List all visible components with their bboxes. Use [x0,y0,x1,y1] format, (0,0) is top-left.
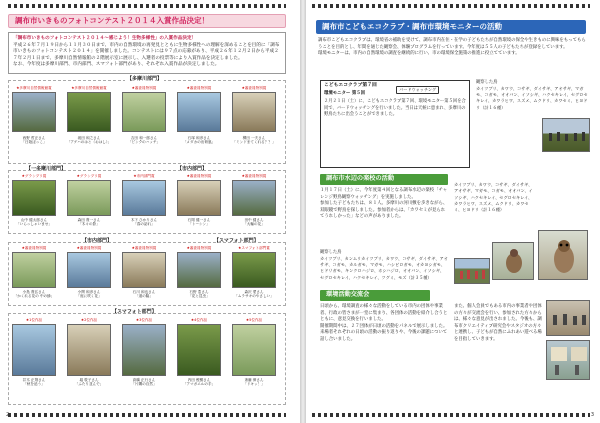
photo-caption [120,378,168,387]
photo-title: 「いらっしゃいませ」 [16,222,52,227]
photo-caption [120,290,168,299]
photo-caption [10,290,58,299]
contest-photo [232,252,276,288]
photo-title: 「花と昆虫」 [188,294,210,299]
section-shinai: 【市内部門】 [177,166,208,172]
award-label: ★4位作品 [190,318,208,322]
photo-title: 「ドキッ！」 [243,382,265,387]
exchange-text-1: 日頃から、環境調査の様々な活動をしている市内の団体や事業者、行政の皆さまが一堂に集まり、各団体の活動を紹介し合うとともに、意見交換を行いました。 [320,304,448,323]
contest-photo [12,180,56,216]
bottom-border [8,413,286,417]
photographer-name: 石岡 健一さん [187,218,211,222]
contest-photo [12,92,56,132]
photographer-name: 小関 和彦さん [77,290,101,294]
birdwatch-photo [542,118,590,152]
observed-label: 観察した鳥 [476,80,498,85]
photo-caption [175,378,223,387]
observed-list: カイツブリ、カワウ、コサギ、ダイサギ、アオサギ、マガモ、コガモ、オオバン、イソシギ、ハクセキレイ、セグロセキレイ、カワラヒワ、スズメ、ムクドリ、カワセミ、ヒヨドリ（計１６種） [476,85,588,110]
photographer-name: 木下 ひかりさん [130,218,158,222]
eco-intro-text-2: 環境モニターは、市内の自然環境の調査を継続的に行い、市の環境保全施策の推進に役立てています。 [318,51,520,57]
bottom-border-right [312,413,590,417]
photo-title: 「アゲハのはと（おはし）」 [66,140,112,145]
eco-intro-text: 調布市こどもエコクラブは、環境省の補助を受けて、調布市内在住・在学の子どもたちが自然環境の保全や生きものに興味をもってもらうことを目的とし、年間を通じた観察会、体験プログラムを行っています。今年度は５５人の子どもたちが登録をしています。 [318,38,586,50]
contest-photo [177,180,221,216]
photographer-name: 堀 敦子さん [79,378,99,382]
section-tamagawa: 【多摩川部門】 [127,76,163,82]
photo-title: 「ミンドまてくれる？？」 [232,140,276,145]
contest-photo [67,92,111,132]
eco-club-banner: 調布市こどもエコクラブ・調布市環境モニターの活動 [316,20,586,34]
mizube-body [320,188,448,221]
photo-caption [120,136,168,145]
kids-photo [454,258,490,284]
right-page [306,0,600,423]
lead-title: 「調布市いきものフォトコンテスト２０１４～感じよう！生物多様性」の入賞作品決定！ [13,36,197,41]
photo-title: 「ふたり並んで」 [74,382,104,387]
award-label: ★審査員特別賞 [186,86,212,90]
photo-caption [10,378,58,387]
kids-icon [455,259,490,284]
page-number-right: 3 [590,412,594,419]
photo-caption [230,290,278,299]
bird-photo-2 [538,230,588,280]
top-border-right [312,4,590,8]
contest-photo [12,252,56,288]
contest-photo [67,180,111,216]
award-label: ★審査員特別賞 [21,246,47,250]
award-label: ★多摩川自然情報館賞 [16,86,52,90]
photographer-name: 内田 俊樹さん [187,378,211,382]
lead-box [8,32,286,74]
photo-caption [175,136,223,145]
photo-caption [230,378,278,387]
photographer-name: 柳田 一夫さん [242,136,266,140]
birdwatch-tag: バードウォッチング [396,86,439,94]
photo-title: 「庭に咲く花」 [76,294,102,299]
eco-intro [318,38,586,58]
photo-caption [175,290,223,299]
award-label: ★審査員特別賞 [186,174,212,178]
section-tamagawa-2: 【一多摩川部門】 [26,166,67,172]
inset-title: こどもエコクラブ第７回 [324,83,377,88]
contest-photo [122,324,166,376]
award-label: ★審査員特別賞 [76,246,102,250]
photo-title: 「道の脇」 [135,294,153,299]
photographer-name: 小島 貴弘さん [22,290,46,294]
contest-photo [232,324,276,376]
photo-title: 「木々の影」 [78,222,100,227]
mizube-text-1: １月１７日（土）に、今年度第４回となる調布水辺の楽校「チャレンジ野鳥観察ウォッチング」を実施しました。 [320,188,448,200]
page-number-left: 2 [6,412,10,419]
photographer-name: 田中 健さん [244,218,264,222]
exchange-body [320,304,448,344]
photo-caption [10,218,58,227]
species-list-col: カイツブリ、カワウ、コサギ、ダイサギ、アオサギ、マガモ、コガモ、オオバン、イソシギ、ハクセキレイ、セグロセキレイ、カワラヒワ、スズメ、ムクドリ、カワセミ、ヒヨドリ（計１６種） [454,182,533,213]
photographer-name: 山中 健太郎さん [20,218,48,222]
inset-subtitle: 環境モニター 第５回 [324,91,366,97]
photo-title: 「メダカの出荷風」 [182,140,216,145]
bird-photo-1 [492,242,534,280]
photographer-name: 森田 貴一さん [77,218,101,222]
inset-body: ２月２１日（土）に、こどもエコクラブ第７回、環境モニター第５回を合同で、バードウォッチングを行いました。当日は天候に恵まれ、多摩川の野鳥たちに出会うことができました。 [324,99,466,117]
lead-note: なお、今年度は多摩川部門、市内部門、スマフォト部門があり、それぞれ入賞作品が決定しました。 [13,61,220,67]
award-label: ★審査員特別賞 [131,246,157,250]
photographer-name: 石野 豊さん [189,290,209,294]
bird-icon [493,243,534,280]
award-label: ★1位作品 [25,318,43,322]
photo-caption [65,378,113,387]
exchange-right: また、個人会員でもある市内の事業者や団体の方々が交流会を行い、参加された方々からは、様々な意見が出されました。今後も、調布市クリエイティブ研究会やスタジオの方々と連携し、子どもが自然にふれあい遊べる場を目指していきます。 [454,304,542,343]
photographer-name: 高橋 正行さん [132,378,156,382]
photo-title: 「大輪の花」 [243,222,265,227]
photo-title: 「ムラサキのやさしい」 [234,294,274,299]
observed-block [476,80,588,111]
photographer-name: 坂田 和之さん [77,136,101,140]
species-label: 観察した鳥 [320,250,342,255]
photo-contest-banner: 調布市いきものフォトコンテスト２０１４入賞作品決定！ [8,14,286,28]
contest-photo [177,252,221,288]
contest-photo [12,324,56,376]
photo-title: 「かくれる花の 中の蜂」 [13,294,55,299]
award-label: ★市内部門賞 [133,174,155,178]
award-label: ★審査員特別賞 [241,174,267,178]
exchange-text-2: 開催期間中は、２７団体が日頃の活動をパネルで展示しました。来場者それぞれの日頃の活動の振り返りや、今後の課題について話し合いました。 [320,323,448,343]
photo-caption [120,218,168,227]
photo-caption [230,218,278,227]
exchange-photo-2 [546,340,590,380]
section-smaphoto: 【スマフォト部門】 [214,238,259,244]
section-shinai-2: 【市内部門】 [82,238,113,244]
exchange-photo-1 [546,300,590,336]
photographer-name: 石塚 和彦さん [187,136,211,140]
award-label: ★2位作品 [80,318,98,322]
award-label: ★審査員特別賞 [241,86,267,90]
award-label: ★3位作品 [135,318,153,322]
award-label: ★多摩川自然情報館賞 [71,86,107,90]
contest-photo [122,92,166,132]
photographer-name: 井木 正則さん [22,378,46,382]
species-block [320,250,448,281]
contest-photo [232,92,276,132]
award-label: ★審査員特別賞 [186,246,212,250]
section-smaphoto-2: 【スマフォト部門】 [112,309,157,315]
photo-title: 「片隅の自然」 [131,382,157,387]
photo-caption [65,218,113,227]
photo-caption [10,136,58,145]
photographer-name: 石川 和也さん [132,290,156,294]
contest-photo [177,324,221,376]
award-label: ★審査員特別賞 [131,86,157,90]
award-label: ★グランプリ賞 [21,174,47,178]
photo-caption [65,136,113,145]
contest-photo [67,324,111,376]
species-list: カイツブリ、カンムリカイツブリ、カワウ、コサギ、ダイサギ、アオサギ、コガモ、カルガモ、マガモ、ハシビロガモ、オカヨシガモ、ヒドリガモ、キンクロハジロ、ホシハジロ、オオバン、イソシギ、セグロセキレイ、ハクセキレイ、ツグミ、モズ（計３５種） [320,255,448,280]
contest-photo [122,180,166,216]
mizube-text-2: 参加した子どもたちは、８１人。多摩川の河川敷を歩きながら、双眼鏡で野鳥を探しました。参加者からは、「カワセミが見られてうれしかった」などの声がありました。 [320,201,448,220]
photo-title: 「ピンクのハッチ」 [127,140,161,145]
contest-photo [177,92,221,132]
award-label: ★グランプリ賞 [76,174,102,178]
contest-photo [232,180,276,216]
photo-title: 「日陰ぼっこ」 [21,140,47,145]
contest-photo [122,252,166,288]
owl-icon [539,231,588,280]
contest-photo [67,252,111,288]
photo-caption [230,136,278,145]
mizube-header: 調布市水辺の楽校の活動 [320,174,448,185]
award-label: ★スマフォト部門賞 [238,246,270,250]
photo-title: 「アマガエルの手」 [182,382,216,387]
photographer-name: 森沢 愛さん [244,290,264,294]
award-label: ★5位作品 [245,318,263,322]
photo-caption [175,218,223,227]
photographer-name: 斎藤 伸さん [244,378,264,382]
meeting-icon [547,301,590,336]
lead-body: 平成２６年７月１９日から１１月３０日まで、市内の自然環境の再発見とともに生物多様性への理解を深めることを目的に「調布市いきものフォトコンテスト２０１４」を開催しました。コンテストには９７点の応募があり、平成２６年１２月２日から平成２７年２月１日まで、多摩川自然情報館の２階展示室に展示し、入選者の投票等により入賞作品を決定しました。 [13,43,280,61]
photographer-name: 西野 哲正さん [22,136,46,140]
photographer-name: 吉田 和一郎さん [130,136,158,140]
photo-caption [65,290,113,299]
top-border [8,4,286,8]
people-icon [543,119,590,152]
photo-title: 「秋を追う」 [23,382,45,387]
birdwatch-inset [320,80,470,168]
exchange-header: 環境活動交流会 [320,290,430,301]
exhibit-icon [547,341,590,380]
photo-title: 「春の訪れ」 [133,222,155,227]
photo-title: 「トーシン」 [188,222,210,227]
